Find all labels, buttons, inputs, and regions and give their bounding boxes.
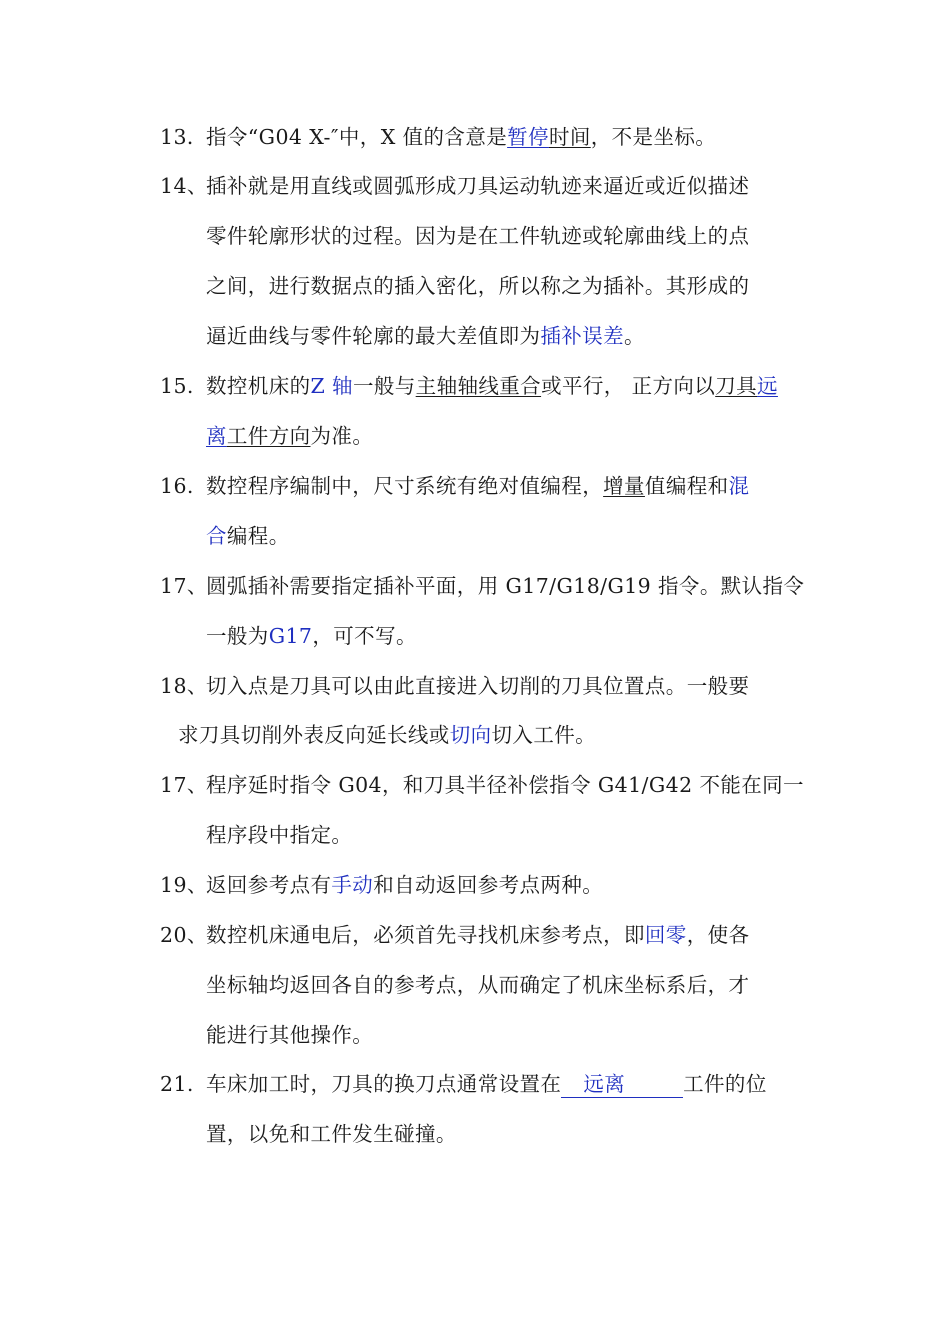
item-number: 16.	[160, 474, 194, 498]
answer-text: 增量	[603, 474, 645, 498]
answer-text: 工件方向	[226, 424, 311, 448]
text-segment: 编程。	[226, 524, 290, 548]
line-text	[206, 1119, 457, 1149]
answer-text: 切向	[449, 723, 492, 747]
line-text	[206, 920, 749, 950]
text-segment: 数控机床的	[206, 374, 311, 398]
line-text	[206, 371, 778, 401]
answer-text: 插补误差	[540, 324, 625, 348]
answer-text: 手动	[331, 873, 374, 897]
text-segment: 能进行其他操作。	[206, 1023, 374, 1047]
answer-blank: 远离	[561, 1071, 683, 1098]
text-segment: 或平行， 正方向以	[541, 374, 716, 398]
line-text	[206, 421, 373, 451]
line-text	[206, 621, 417, 651]
answer-text: 刀具	[715, 374, 758, 398]
text-segment: 和自动返回参考点两种。	[373, 873, 604, 897]
line-text	[206, 471, 749, 501]
line-text	[206, 521, 290, 551]
item-number: 20、	[160, 923, 208, 947]
text-segment: 一般与	[352, 374, 416, 398]
answer-text: Z 轴	[310, 374, 353, 398]
text-segment: 值编程和	[644, 474, 729, 498]
text-segment: 指令“G04 X-″中，X 值的含意是	[206, 125, 508, 149]
item-number: 21.	[160, 1072, 194, 1096]
text-segment: 程序段中指定。	[206, 823, 353, 847]
item-number: 15.	[160, 374, 194, 398]
item-number: 13．	[160, 125, 208, 149]
answer-text: 合	[206, 524, 227, 548]
text-segment: 之间，进行数据点的插入密化，所以称之为插补。其形成的	[206, 274, 750, 298]
answer-text: 远	[757, 374, 778, 398]
line-text	[206, 1020, 373, 1050]
text-segment: 一般为	[206, 624, 269, 648]
line-text	[206, 820, 352, 850]
text-segment: 车床加工时，刀具的换刀点通常设置在	[206, 1072, 562, 1096]
text-segment: 求刀具切削外表反向延长线或	[178, 723, 450, 747]
item-number: 18、	[160, 674, 208, 698]
text-segment: ，使各	[686, 923, 750, 947]
text-segment: 圆弧插补需要指定插补平面，用 G17/G18/G19 指令。默认指令	[206, 574, 805, 598]
answer-text: 主轴轴线重合	[415, 374, 542, 398]
text-segment: 。	[624, 324, 645, 348]
line-text	[206, 122, 716, 152]
answer-text: G17	[268, 624, 313, 648]
text-segment: 返回参考点有	[206, 873, 332, 897]
text-segment: 置，以免和工件发生碰撞。	[206, 1122, 457, 1146]
line-text	[206, 970, 749, 1000]
item-number: 14、	[160, 174, 208, 198]
text-segment: 数控机床通电后，必须首先寻找机床参考点，即	[206, 923, 645, 947]
text-segment: 插补就是用直线或圆弧形成刀具运动轨迹来逼近或近似描述	[206, 174, 750, 198]
text-segment: 逼近曲线与零件轮廓的最大差值即为	[206, 324, 541, 348]
text-segment: 程序延时指令 G04，和刀具半径补偿指令 G41/G42 不能在同一	[206, 773, 804, 797]
answer-text: 离	[206, 424, 227, 448]
answer-text: 混	[728, 474, 750, 498]
line-text	[206, 1069, 767, 1099]
answer-text: 时间	[548, 125, 591, 149]
text-segment: 数控程序编制中，尺寸系统有绝对值编程，	[206, 474, 604, 498]
line-text	[206, 770, 804, 800]
text-segment: ，可不写。	[312, 624, 417, 648]
line-text	[206, 321, 645, 351]
line-text	[206, 671, 749, 701]
item-number: 17、	[160, 773, 208, 797]
text-segment: 切入点是刀具可以由此直接进入切削的刀具位置点。一般要	[206, 674, 750, 698]
text-segment: 为准。	[310, 424, 374, 448]
answer-text: 回零	[644, 923, 687, 947]
text-segment: 工件的位	[683, 1072, 767, 1096]
line-text	[178, 720, 596, 750]
line-text	[206, 271, 749, 301]
text-segment: 坐标轴均返回各自的参考点，从而确定了机床坐标系后，才	[206, 973, 750, 997]
text-segment: 零件轮廓形状的过程。因为是在工件轨迹或轮廓曲线上的点	[206, 224, 750, 248]
line-text	[206, 171, 749, 201]
line-text	[206, 870, 603, 900]
item-number: 19、	[160, 873, 208, 897]
line-text	[206, 221, 749, 251]
text-segment: ，不是坐标。	[590, 125, 717, 149]
text-segment: 切入工件。	[491, 723, 597, 747]
line-text	[206, 571, 804, 601]
answer-text: 暂停	[507, 125, 549, 149]
item-number: 17、	[160, 574, 208, 598]
